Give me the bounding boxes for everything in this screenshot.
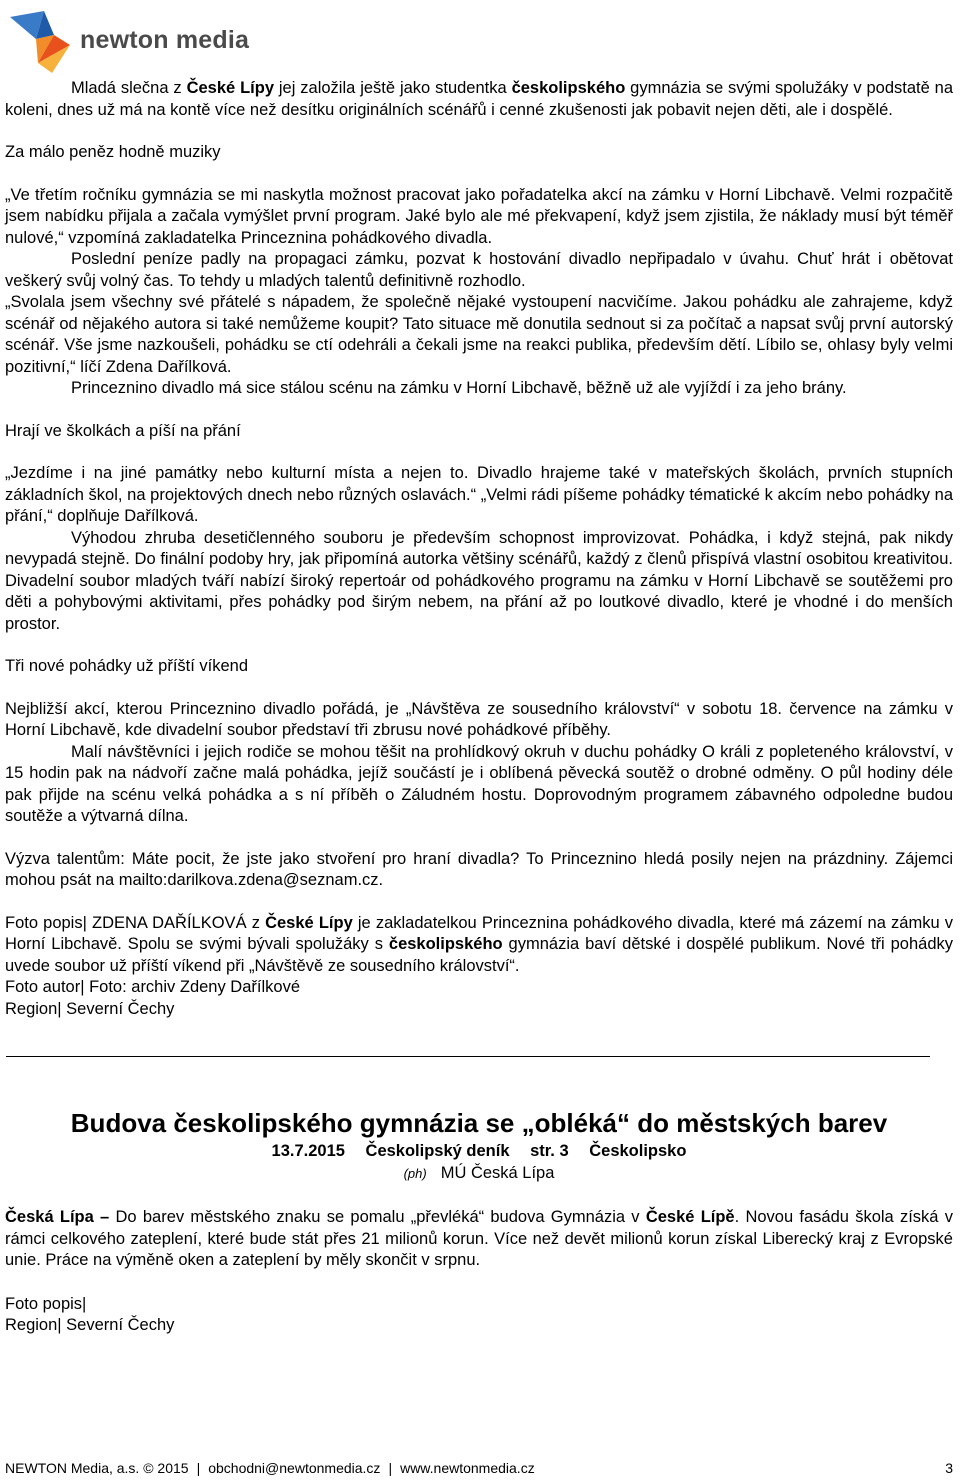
paragraph: Výzva talentům: Máte pocit, že jste jako stvoření pro hraní divadla? To Princeznino hledá posily nejen na prázdniny. Zájemci mohou psát na mailto:darilkova.zdena@seznam.cz. [5, 849, 953, 889]
paragraph: „Svolala jsem všechny své přátelé s nápadem, že společně nějaké vystoupení nacvičíme. Jakou pohádku ale zahrajeme, když scénář od nějakého autora si také nemůžeme koupit? Tato situace mě donutila sednout si za počítač a napsat svůj první autorský scénář. Vše jsme nazkoušeli, pohádku se ctí odehráli a čekali jsme na reakci publika, především dětí. Líbilo se, ohlasy byly velmi pozitivní,“ líčí Zdena Dařílková. [5, 293, 953, 376]
footer-web-link[interactable]: www.newtonmedia.cz [400, 1460, 535, 1476]
paragraph: „Ve třetím ročníku gymnázia se mi naskytla možnost pracovat jako pořadatelka akcí na zámku v Horní Libchavě. Velmi rozpačitě jsem nabídku přijala a začala vymýšlet první program. Jaké bylo ale mé překvapení, když jsem zjistila, že náklady musí být téměř nulové,“ vzpomíná zakladatelka Princeznina pohádkového divadla. [5, 185, 953, 247]
paragraph: Nejbližší akcí, kterou Princeznino divadlo pořádá, je „Návštěva ze sousedního království“ v sobotu 18. července na zámku v Horní Libchavě, kde divadelní soubor představí tři zbrusu nové pohádkové příběhy. [5, 699, 953, 739]
author-tag: (ph) [403, 1166, 427, 1181]
photo-caption [5, 913, 953, 978]
page-number: 3 [945, 1460, 953, 1476]
paragraph: „Jezdíme i na jiné památky nebo kulturní místa a nejen to. Divadlo hrajeme také v mateřských školách, prvních stupních základních škol, na projektových dnech nebo různých oslavách.“ „Velmi rádi píšeme pohádky tématické k akcím nebo pohádky na přání,“ doplňuje Dařílková. [5, 464, 953, 525]
footer-email-link[interactable]: obchodni@newtonmedia.cz [208, 1460, 381, 1476]
footer-company: NEWTON Media, a.s. © 2015 [5, 1460, 189, 1476]
paragraph: Poslední peníze padly na propagaci zámku, pozvat k hostování divadlo nepřipadalo v úvahu. Chuť hrát i obětovat veškerý svůj volný čas. To tehdy u mladých talentů definitivně rozhodlo. [5, 250, 953, 290]
bold-text: České Lípy [265, 913, 353, 932]
subheading-hraji: Hrají ve školkách a píší na přání [5, 421, 241, 440]
logo-mark-icon [8, 5, 72, 75]
page-footer: NEWTON Media, a.s. © 2015 | obchodni@newtonmedia.cz | www.newtonmedia.cz 3 [5, 1460, 953, 1476]
paragraph: Princeznino divadlo má sice stálou scénu na zámku v Horní Libchavě, běžně už ale vyjíždí i za jeho brány. [71, 379, 847, 397]
intro-paragraph [5, 78, 953, 121]
text-run: Do barev městského znaku se pomalu „převléká“ budova Gymnázia v [115, 1208, 646, 1226]
article-page: str. 3 [530, 1142, 569, 1160]
brand-name: newton media [80, 25, 250, 54]
text-run: . Novou fasádu škola získá v rámci celkového zateplení, které bude stát přes 21 milionů korun. Více než devět milionů korun získal Liberecký kraj z Evropské unie. Práce na výměně oken a zateplení by měly skončit v srpnu. [5, 1208, 953, 1269]
bold-text: českolipského [511, 79, 626, 97]
article-date: 13.7.2015 [271, 1142, 345, 1160]
newton-media-logo [8, 4, 268, 76]
text-run: jej založila ještě jako studentka [274, 79, 512, 97]
text-run: gymnázia se svými spolužáky v podstatě na koleni, dnes už má na kontě více než desítku originálních scénářů i cenné zkušenosti jak pobavit nejen děti, ale i dospělé. [5, 79, 954, 119]
article-author-line [5, 1162, 953, 1185]
article-author: MÚ Česká Lípa [440, 1164, 555, 1182]
bold-text: českolipského [388, 935, 503, 953]
article-meta [5, 1140, 953, 1162]
bold-text: České Lípě [645, 1208, 735, 1226]
subheading-tri-nove: Tři nové pohádky už příští víkend [5, 657, 249, 675]
region: Region| Severní Čechy [5, 999, 175, 1018]
text-run: je zakladatelkou Princeznina pohádkového divadla, které má zázemí na zámku v Horní Libchavě. Spolu se svými bývali spolužáky s [5, 913, 953, 953]
article-body [5, 1207, 953, 1272]
photo-caption: Foto popis| [5, 1294, 87, 1313]
article-headline: Budova českolipského gymnázia se „obléká“ do městských barev [70, 1108, 888, 1138]
text-run: Mladá slečna z [71, 79, 187, 97]
region: Region| Severní Čechy [5, 1316, 175, 1334]
paragraph: Malí návštěvníci i jejich rodiče se mohou těšit na prohlídkový okruh v duchu pohádky O králi z popleteného království, v 15 hodin pak na nádvoří začne malá pohádka, jejíž součástí je i oblíbená pěvecká soutěž o drobné odměny. O půl hodiny déle pak přijde na scénu velká pohádka a s ní příběh o Záludném hostu. Doprovodným programem zábavného odpoledne budou soutěže a výtvarná dílna. [5, 742, 953, 825]
article-source: Českolipský deník [365, 1142, 510, 1160]
article-2 [5, 1106, 953, 1337]
text-run: gymnázia baví dětské i dospělé publikum. Nové tři pohádky uvede soubor už příští víkend při „Návštěvě ze sousedního království“. [5, 935, 953, 975]
article-divider [6, 1056, 930, 1057]
text-run: Foto popis| ZDENA DAŘÍLKOVÁ z [5, 913, 266, 932]
subheading-za-malo: Za málo peněz hodně muziky [5, 143, 221, 161]
paragraph: Výhodou zhruba desetičlenného souboru je především schopnost improvizovat. Pohádka, i když stejná, pak nikdy nevypadá stejně. Do finální podoby hry, jak připomíná autorka většiny scénářů, každý z členů přispívá vlastní osobitou kreativitou. Divadelní soubor mladých tváří nabízí široký repertoár od pohádkového programu na zámku v Horní Libchavě se soutěžemi pro děti a pohybovými aktivitami, přes pohádky pod širým nebem, na přání až po loutkové divadlo, které je vhodné i do menších prostor. [5, 528, 953, 633]
bold-text: České Lípy [186, 79, 274, 97]
article-section: Českolipsko [589, 1142, 687, 1160]
photo-author: Foto autor| Foto: archiv Zdeny Dařílkové [5, 978, 300, 996]
article-1 [5, 78, 953, 1020]
bold-text: Česká Lípa – [5, 1208, 116, 1226]
